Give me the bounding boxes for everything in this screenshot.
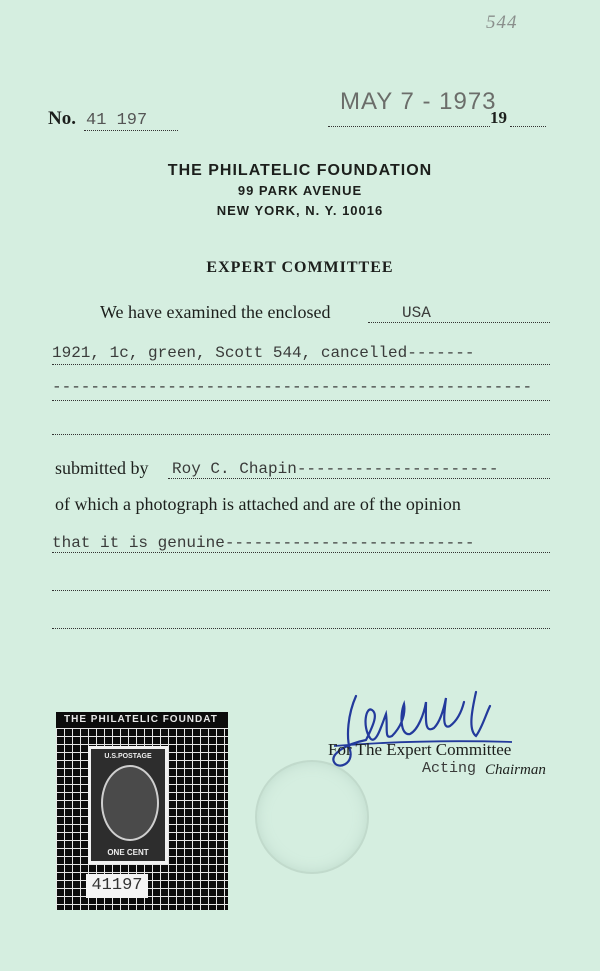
opinion-line (52, 532, 550, 553)
chairman-label: Chairman (485, 762, 546, 778)
for-committee-text: For The Expert Committee (328, 740, 512, 759)
stamp-photograph (56, 712, 228, 910)
photo-title: THE PHILATELIC FOUNDAT (64, 714, 218, 725)
description-dashes: -------------------------------------------------- (52, 378, 533, 396)
organization-name: THE PHILATELIC FOUNDATION (167, 162, 433, 179)
stamp-bottom-text: ONE CENT (107, 848, 149, 857)
organization-city: NEW YORK, N. Y. 10016 (216, 203, 384, 218)
organization-address: 99 PARK AVENUE (237, 183, 363, 198)
year-line (510, 108, 546, 127)
portrait-oval (101, 765, 159, 841)
description-text: 1921, 1c, green, Scott 544, cancelled------- (52, 344, 475, 362)
committee-heading: EXPERT COMMITTEE (206, 259, 394, 276)
stamp-image (88, 746, 168, 864)
acting-label: Acting (422, 760, 477, 777)
description-line-3 (52, 380, 550, 401)
year-prefix: 19 (490, 108, 507, 127)
photo-sentence: of which a photograph is attached and are of the opinion (55, 494, 461, 514)
description-line-4 (52, 414, 550, 435)
stamp-top-text: U.S.POSTAGE (104, 753, 152, 760)
description-line-2 (52, 344, 550, 365)
examined-line (368, 302, 550, 323)
examined-prefix: We have examined the enclosed (100, 302, 331, 322)
submitted-prefix: submitted by (55, 458, 149, 478)
date-stamp: MAY 7 - 1973 (340, 88, 497, 115)
opinion-text: that it is genuine-------------------------- (52, 534, 475, 552)
corner-note: 544 (486, 12, 518, 33)
examined-value: USA (402, 304, 431, 322)
submitted-value: Roy C. Chapin--------------------- (172, 460, 499, 478)
number-label: No. (48, 108, 76, 129)
submitted-line (168, 458, 550, 479)
blank-line-1 (52, 570, 550, 591)
embossed-seal (255, 760, 369, 874)
certificate-number: 41 197 (84, 111, 178, 131)
blank-line-2 (52, 608, 550, 629)
photo-certificate-number: 41197 (86, 874, 148, 898)
